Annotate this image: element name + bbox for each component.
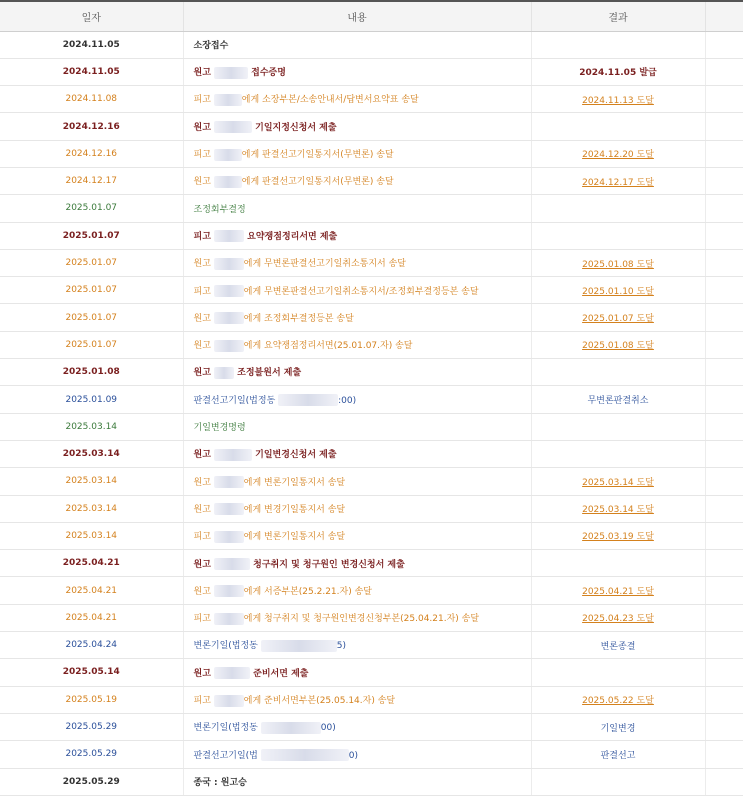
redacted-block [214, 312, 244, 324]
redacted-block [261, 749, 349, 761]
row-result: 변론종결 [531, 632, 705, 659]
row-content: 피고 에게 판결선고기일통지서(무변론) 송달 [183, 140, 531, 167]
row-content: 피고 에게 변론기일통지서 송달 [183, 522, 531, 549]
table-row [0, 659, 743, 686]
row-result [531, 31, 705, 58]
row-date: 2025.01.07 [0, 222, 183, 249]
row-result[interactable] [531, 495, 705, 522]
table-header-row [0, 1, 743, 31]
row-result[interactable] [531, 277, 705, 304]
redacted-block [214, 585, 244, 597]
row-content: 원고 에게 변경기일통지서 송달 [183, 495, 531, 522]
table-row [0, 304, 743, 331]
table-row [0, 413, 743, 440]
row-result[interactable] [531, 249, 705, 276]
row-result[interactable] [531, 522, 705, 549]
header-result: 결과 [531, 1, 705, 31]
row-content: 변론기일(법정동 5) [183, 632, 531, 659]
row-content: 피고 에게 청구취지 및 청구원인변경신청부본(25.04.21.자) 송달 [183, 604, 531, 631]
table-row [0, 522, 743, 549]
result-link[interactable]: 2025.05.22 도달 [582, 696, 654, 707]
row-date: 2025.04.21 [0, 604, 183, 631]
result-link[interactable]: 2025.03.14 도달 [582, 505, 654, 516]
redacted-block [214, 367, 234, 379]
row-result[interactable] [531, 304, 705, 331]
table-row [0, 495, 743, 522]
row-content: 소장접수 [183, 31, 531, 58]
row-result [531, 195, 705, 222]
row-date: 2025.01.07 [0, 304, 183, 331]
row-date: 2025.01.07 [0, 331, 183, 358]
row-result[interactable] [531, 86, 705, 113]
row-content: 원고 에게 서증부본(25.2.21.자) 송달 [183, 577, 531, 604]
result-link[interactable]: 2025.03.19 도달 [582, 532, 654, 543]
redacted-block [214, 558, 250, 570]
row-result: 기일변경 [531, 713, 705, 740]
row-date: 2024.12.16 [0, 113, 183, 140]
table-row [0, 440, 743, 467]
row-content: 종국 : 원고승 [183, 768, 531, 795]
table-row [0, 167, 743, 194]
row-result: 무변론판결취소 [531, 386, 705, 413]
redacted-block [214, 667, 250, 679]
row-result[interactable] [531, 331, 705, 358]
redacted-block [214, 230, 244, 242]
row-result [531, 440, 705, 467]
result-link[interactable]: 2025.01.07 도달 [582, 314, 654, 325]
table-row [0, 741, 743, 768]
redacted-block [214, 695, 244, 707]
row-date: 2025.03.14 [0, 468, 183, 495]
header-extra [705, 1, 743, 31]
row-content: 원고 에게 변론기일통지서 송달 [183, 468, 531, 495]
row-content: 원고 에게 요약쟁점정리서면(25.01.07.자) 송달 [183, 331, 531, 358]
row-result [531, 550, 705, 577]
result-link[interactable]: 2025.01.08 도달 [582, 259, 654, 270]
row-date: 2025.05.14 [0, 659, 183, 686]
row-content: 피고 에게 소장부본/소송안내서/답변서요약표 송달 [183, 86, 531, 113]
row-content: 피고 요약쟁점정리서면 제출 [183, 222, 531, 249]
row-date: 2025.01.09 [0, 386, 183, 413]
table-row [0, 468, 743, 495]
row-content: 원고 기일지정신청서 제출 [183, 113, 531, 140]
row-result [531, 359, 705, 386]
result-link[interactable]: 2024.12.17 도달 [582, 177, 654, 188]
result-link[interactable]: 2024.11.13 도달 [582, 95, 654, 106]
redacted-block [214, 285, 244, 297]
result-link[interactable]: 2025.03.14 도달 [582, 477, 654, 488]
table-row [0, 58, 743, 85]
redacted-block [278, 394, 338, 406]
row-date: 2024.11.05 [0, 31, 183, 58]
row-result [531, 413, 705, 440]
redacted-block [214, 449, 252, 461]
table-row [0, 386, 743, 413]
row-date: 2025.01.07 [0, 249, 183, 276]
row-date: 2025.04.21 [0, 577, 183, 604]
table-row [0, 604, 743, 631]
redacted-block [214, 340, 244, 352]
row-content: 피고 에게 무변론판결선고기일취소통지서/조정회부결정등본 송달 [183, 277, 531, 304]
row-date: 2025.05.19 [0, 686, 183, 713]
table-row [0, 222, 743, 249]
redacted-block [214, 94, 242, 106]
row-date: 2025.05.29 [0, 741, 183, 768]
row-result: 판결선고 [531, 741, 705, 768]
row-content: 원고 조정불원서 제출 [183, 359, 531, 386]
row-content: 원고 에게 판결선고기일통지서(무변론) 송달 [183, 167, 531, 194]
row-content: 변론기일(법정동 00) [183, 713, 531, 740]
redacted-block [214, 121, 252, 133]
row-date: 2025.03.14 [0, 440, 183, 467]
row-date: 2025.03.14 [0, 495, 183, 522]
row-date: 2024.11.05 [0, 58, 183, 85]
row-result[interactable] [531, 577, 705, 604]
row-result [531, 659, 705, 686]
row-date: 2025.03.14 [0, 413, 183, 440]
redacted-block [214, 149, 242, 161]
redacted-block [214, 258, 244, 270]
header-content: 내용 [183, 1, 531, 31]
redacted-block [261, 722, 321, 734]
row-result [531, 768, 705, 795]
result-link[interactable]: 2025.04.23 도달 [582, 614, 654, 625]
row-content: 기일변경명령 [183, 413, 531, 440]
table-row [0, 577, 743, 604]
redacted-block [214, 531, 244, 543]
row-date: 2025.04.24 [0, 632, 183, 659]
row-date: 2025.03.14 [0, 522, 183, 549]
row-result: 2024.11.05 발급 [531, 58, 705, 85]
row-content: 원고 청구취지 및 청구원인 변경신청서 제출 [183, 550, 531, 577]
row-content: 판결선고기일(법정동 :00) [183, 386, 531, 413]
table-row [0, 249, 743, 276]
row-date: 2024.12.17 [0, 167, 183, 194]
result-link[interactable]: 2025.01.08 도달 [582, 341, 654, 352]
table-row [0, 331, 743, 358]
table-row [0, 768, 743, 795]
table-row [0, 195, 743, 222]
row-content: 조정회부결정 [183, 195, 531, 222]
table-row [0, 140, 743, 167]
row-content: 피고 에게 준비서면부본(25.05.14.자) 송달 [183, 686, 531, 713]
table-row [0, 113, 743, 140]
row-date: 2025.01.07 [0, 277, 183, 304]
row-result[interactable] [531, 604, 705, 631]
row-result[interactable] [531, 686, 705, 713]
row-date: 2024.11.08 [0, 86, 183, 113]
table-row [0, 31, 743, 58]
table-row [0, 86, 743, 113]
redacted-block [214, 67, 248, 79]
row-result[interactable] [531, 167, 705, 194]
redacted-block [214, 476, 244, 488]
row-date: 2025.01.08 [0, 359, 183, 386]
table-row [0, 632, 743, 659]
row-result[interactable] [531, 140, 705, 167]
row-content: 원고 에게 무변론판결선고기일취소통지서 송달 [183, 249, 531, 276]
result-link[interactable]: 2025.01.10 도달 [582, 286, 654, 297]
row-content: 원고 접수증명 [183, 58, 531, 85]
result-link[interactable]: 2025.04.21 도달 [582, 587, 654, 598]
table-row [0, 713, 743, 740]
row-content: 판결선고기일(법 0) [183, 741, 531, 768]
row-date: 2025.05.29 [0, 713, 183, 740]
table-row [0, 277, 743, 304]
row-date: 2025.01.07 [0, 195, 183, 222]
redacted-block [261, 640, 337, 652]
row-date: 2025.05.29 [0, 768, 183, 795]
redacted-block [214, 613, 244, 625]
row-date: 2025.04.21 [0, 550, 183, 577]
row-result[interactable] [531, 468, 705, 495]
row-content: 원고 준비서면 제출 [183, 659, 531, 686]
row-date: 2024.12.16 [0, 140, 183, 167]
header-date: 일자 [0, 1, 183, 31]
row-result [531, 222, 705, 249]
table-row [0, 550, 743, 577]
row-result [531, 113, 705, 140]
row-content: 원고 에게 조정회부결정등본 송달 [183, 304, 531, 331]
redacted-block [214, 503, 244, 515]
result-link[interactable]: 2024.12.20 도달 [582, 150, 654, 161]
table-row [0, 359, 743, 386]
row-content: 원고 기일변경신청서 제출 [183, 440, 531, 467]
table-row [0, 686, 743, 713]
redacted-block [214, 176, 242, 188]
